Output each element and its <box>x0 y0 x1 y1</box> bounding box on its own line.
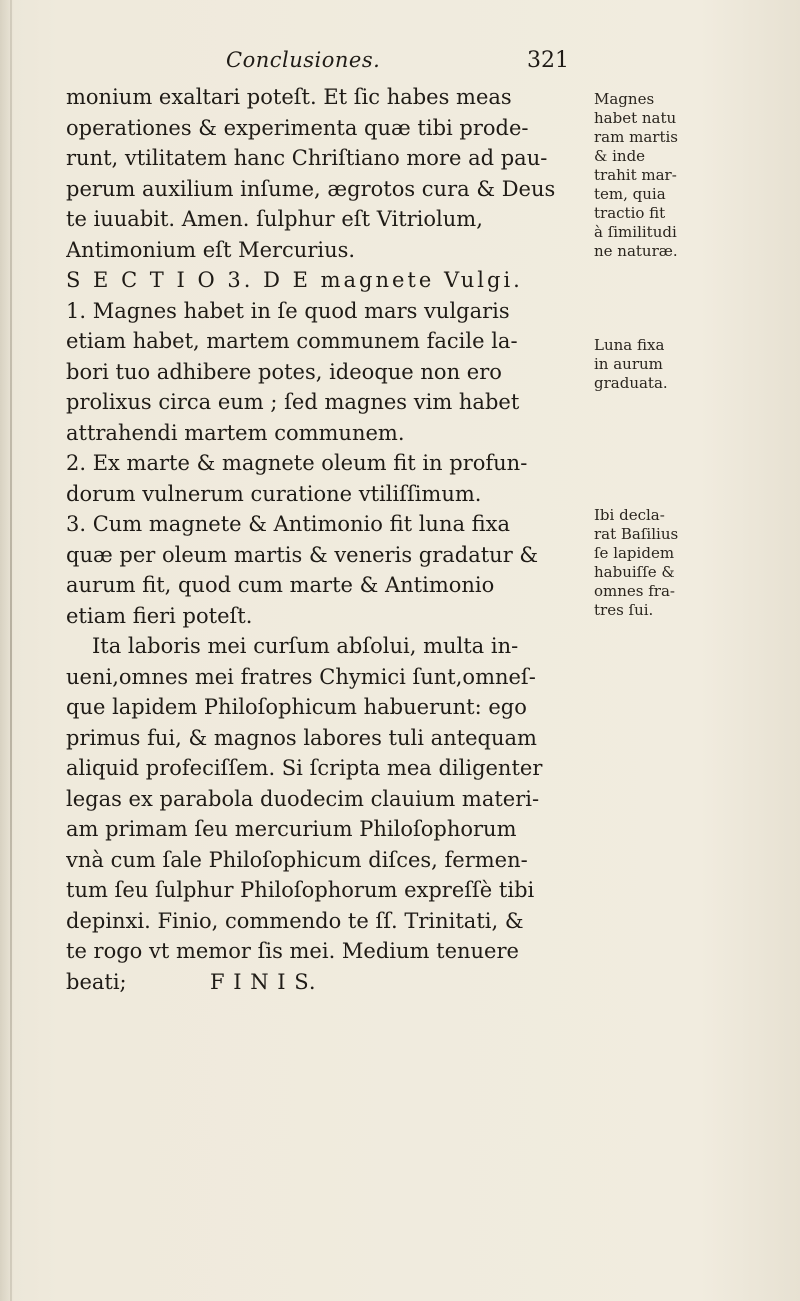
margin-note-luna <box>594 336 712 393</box>
margin-note-line: à ſimilitudi <box>594 223 677 241</box>
text-line: runt, vtilitatem hanc Chriſtiano more ad pau- <box>66 146 548 170</box>
text-line: Ita laboris mei curſum abſolui, multa in- <box>92 634 519 658</box>
section-heading: S E C T I O 3. D E magnete Vulgi. <box>66 268 523 292</box>
margin-note-line: tractio fit <box>594 204 666 222</box>
text-line: te iuuabit. Amen. ſulphur eſt Vitriolum, <box>66 207 483 231</box>
margin-note-line: ram martis <box>594 128 678 146</box>
page-number: 321 <box>527 48 569 73</box>
text-line: monium exaltari poteſt. Et ſic habes meas <box>66 85 512 109</box>
text-line: bori tuo adhibere potes, ideoque non ero <box>66 359 502 384</box>
margin-note-line: ne naturæ. <box>594 242 678 260</box>
text-line: etiam fieri poteſt. <box>66 603 253 628</box>
margin-note-line: graduata. <box>594 374 668 392</box>
margin-note-line: tem, quia <box>594 185 666 203</box>
margin-note-line: Luna fixa <box>594 336 665 354</box>
margin-note-line: ſe lapidem <box>594 544 675 562</box>
text-line: primus fui, & magnos labores tuli antequam <box>66 725 537 750</box>
margin-note-line: Ibi decla- <box>594 506 665 524</box>
margin-note-line: tres ſui. <box>594 601 654 619</box>
text-line: operationes & experimenta quæ tibi prode- <box>66 115 529 140</box>
margin-note-line: Magnes <box>594 90 655 108</box>
text-line: 3. Cum magnete & Antimonio fit luna fixa <box>66 512 511 536</box>
text-line: aliquid profeciſſem. Si ſcripta mea diligenter <box>66 756 543 780</box>
finis: F I N I S. <box>210 969 317 994</box>
text-line: etiam habet, martem communem facile la- <box>66 329 518 353</box>
margin-note-line: & inde <box>594 147 646 165</box>
final-line <box>66 967 578 998</box>
gutter-shadow <box>10 0 12 1301</box>
text-line: te rogo vt memor ſis mei. Medium tenuere <box>66 939 519 963</box>
main-text <box>66 82 578 997</box>
text-line: ueni,omnes mei fratres Chymici ſunt,omneſ- <box>66 664 536 689</box>
margin-note-line: in aurum <box>594 355 663 373</box>
text-line: attrahendi martem communem. <box>66 420 405 445</box>
bleed-through-shadow <box>70 1015 590 1145</box>
text-line: perum auxilium inſume, ægrotos cura & Deus <box>66 176 556 201</box>
text-line: aurum fit, quod cum marte & Antimonio <box>66 573 495 597</box>
margin-note-line: omnes fra- <box>594 582 675 600</box>
text-line: vnà cum ſale Philoſophicum diſces, fermen- <box>66 847 528 872</box>
text-line: tum ſeu ſulphur Philoſophorum expreſſè tibi <box>66 878 535 902</box>
margin-note-basilius <box>594 506 712 620</box>
margin-note-line: trahit mar- <box>594 166 677 184</box>
text-line: beati; <box>66 969 127 994</box>
margin-note-line: rat Baſilius <box>594 525 679 543</box>
text-line: am primam ſeu mercurium Philoſophorum <box>66 817 517 841</box>
text-line: depinxi. Finio, commendo te ſſ. Trinitati, & <box>66 908 524 933</box>
text-line: legas ex parabola duodecim clauium materi- <box>66 786 540 811</box>
margin-note-line: habet natu <box>594 109 677 127</box>
text-line: 2. Ex marte & magnete oleum fit in profun- <box>66 451 528 475</box>
text-line: que lapidem Philoſophicum habuerunt: ego <box>66 695 527 719</box>
text-line: quæ per oleum martis & veneris gradatur & <box>66 542 539 567</box>
text-line: 1. Magnes habet in ſe quod mars vulgaris <box>66 298 510 323</box>
text-line: Antimonium eſt Mercurius. <box>66 237 356 262</box>
page-header <box>66 42 571 82</box>
text-line: prolixus circa eum ; ſed magnes vim habet <box>66 390 520 414</box>
margin-note-line: habuiſſe & <box>594 563 675 581</box>
text-line: dorum vulnerum curatione vtiliſſimum. <box>66 481 482 506</box>
running-head: Conclusiones. <box>226 48 381 72</box>
margin-note-magnes <box>594 90 712 261</box>
